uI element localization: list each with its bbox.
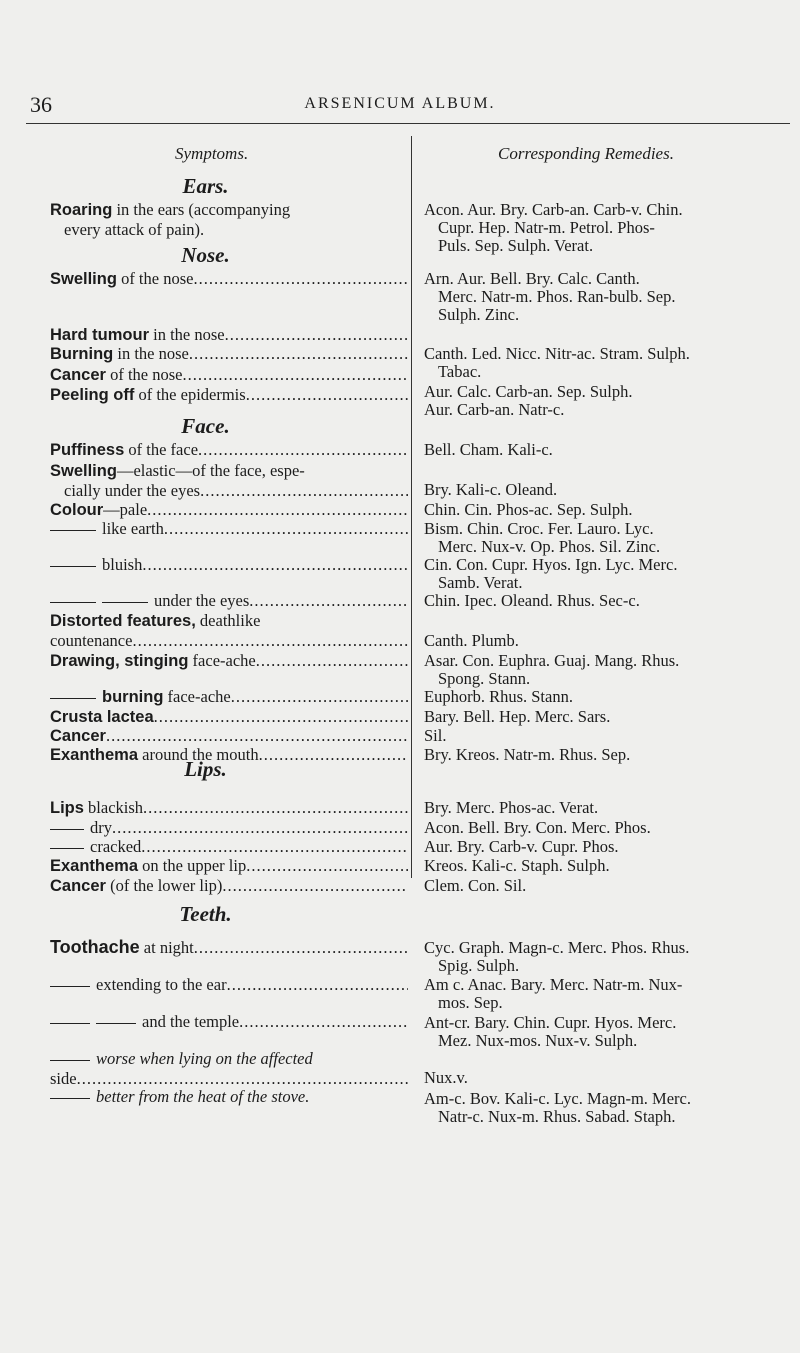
symptom-text: bluish <box>102 555 143 574</box>
symptom-keyword: Swelling <box>50 270 117 288</box>
symptom-keyword: Exanthema <box>50 746 139 764</box>
symptom-keyword: Swelling <box>50 462 117 480</box>
symptom-text: deathlike <box>195 611 261 630</box>
symptom-text: at night <box>139 938 194 957</box>
dot-leader <box>141 837 408 857</box>
symptom-text: dry <box>90 818 112 837</box>
remedy-line: Euphorb. Rhus. Stann. <box>424 687 573 706</box>
remedy-entry <box>424 481 794 499</box>
symptom-text: cracked <box>90 837 142 856</box>
symptom-continuation: side <box>50 1069 77 1088</box>
remedy-line: Spig. Sulph. <box>438 956 520 975</box>
remedy-line: Puls. Sep. Sulph. Verat. <box>438 236 594 255</box>
symptom-keyword: Drawing, stinging <box>50 652 189 670</box>
remedy-line: Clem. Con. Sil. <box>424 876 527 895</box>
ditto-dash <box>50 1023 90 1024</box>
remedy-entry <box>424 799 794 817</box>
dot-leader <box>227 975 408 995</box>
symptoms-column-heading: Symptoms. <box>175 144 249 163</box>
remedy-line: Asar. Con. Euphra. Guaj. Mang. Rhus. <box>424 651 680 670</box>
dot-leader <box>246 856 408 876</box>
section-teeth: Teeth. <box>179 902 232 926</box>
remedy-entry <box>424 708 794 726</box>
dot-leader <box>132 631 408 651</box>
symptom-text: extending to the ear <box>96 975 227 994</box>
remedies-column-heading: Corresponding Remedies. <box>498 144 674 163</box>
symptom-entry <box>50 500 408 520</box>
remedy-entry <box>424 556 794 592</box>
remedy-line: Ant-cr. Bary. Chin. Cupr. Hyos. Merc. <box>424 1013 677 1032</box>
remedy-line: Bell. Cham. Kali-c. <box>424 440 553 459</box>
remedy-entry <box>424 652 794 688</box>
symptom-text: of the epidermis <box>134 385 246 404</box>
symptom-entry <box>50 1087 408 1107</box>
symptom-keyword: Cancer <box>50 877 106 895</box>
remedy-line: Bary. Bell. Hep. Merc. Sars. <box>424 707 611 726</box>
remedy-line: mos. Sep. <box>438 993 503 1012</box>
dot-leader <box>154 707 408 727</box>
column-divider <box>411 136 412 878</box>
ditto-dash <box>50 1060 90 1061</box>
remedy-entry <box>424 746 794 764</box>
dot-leader <box>77 1069 408 1089</box>
dot-leader <box>143 798 408 818</box>
symptom-keyword: Cancer <box>50 366 106 384</box>
remedy-line: Cin. Con. Cupr. Hyos. Ign. Lyc. Merc. <box>424 555 678 574</box>
remedy-entry <box>424 383 794 401</box>
symptom-keyword: Peeling off <box>50 386 135 404</box>
symptom-keyword: Distorted features, <box>50 612 196 630</box>
remedy-line: Cyc. Graph. Magn-c. Merc. Phos. Rhus. <box>424 938 690 957</box>
ditto-dash <box>50 566 96 567</box>
remedy-entry <box>424 976 794 1012</box>
symptom-keyword: burning <box>102 688 164 706</box>
remedy-entry <box>424 441 794 459</box>
remedy-line: Chin. Cin. Phos-ac. Sep. Sulph. <box>424 500 633 519</box>
dot-leader <box>249 591 408 611</box>
dot-leader <box>246 385 408 405</box>
remedy-entry <box>424 688 794 706</box>
dot-leader <box>106 726 408 746</box>
remedy-line: Am-c. Bov. Kali-c. Lyc. Magn-m. Merc. <box>424 1089 691 1108</box>
symptom-text: of the nose <box>116 269 194 288</box>
remedy-entry <box>424 857 794 875</box>
symptom-entry <box>50 798 408 818</box>
symptom-keyword: Crusta lactea <box>50 708 154 726</box>
symptom-entry <box>50 1012 408 1032</box>
symptom-text: better from the heat of the stove. <box>96 1087 310 1106</box>
remedy-line: Mez. Nux-mos. Nux-v. Sulph. <box>438 1031 638 1050</box>
remedy-entry <box>424 939 794 975</box>
running-head: ARSENICUM ALBUM. <box>304 95 496 112</box>
symptom-text: on the upper lip <box>138 856 247 875</box>
symptom-entry <box>50 611 408 651</box>
symptom-keyword: Puffiness <box>50 441 125 459</box>
symptom-text: in the ears (accompanying <box>112 200 291 219</box>
remedy-entry <box>424 501 794 519</box>
remedy-line: Bry. Kali-c. Oleand. <box>424 480 558 499</box>
remedy-entry <box>424 632 794 650</box>
remedy-line: Spong. Stann. <box>438 669 531 688</box>
remedy-line: Bry. Merc. Phos-ac. Verat. <box>424 798 599 817</box>
remedy-entry <box>424 1069 794 1087</box>
symptom-text: and the temple <box>142 1012 240 1031</box>
remedy-entry <box>424 520 794 556</box>
symptom-text: in the nose <box>149 325 225 344</box>
header-rule <box>26 123 790 124</box>
symptom-entry <box>50 555 408 575</box>
dot-leader <box>189 344 408 364</box>
dot-leader <box>200 481 408 501</box>
symptom-continuation: every attack of pain). <box>64 220 205 239</box>
dot-leader <box>182 365 408 385</box>
symptom-entry <box>50 269 408 289</box>
remedy-line: Aur. Calc. Carb-an. Sep. Sulph. <box>424 382 633 401</box>
symptom-entry <box>50 818 408 838</box>
ditto-dash <box>50 530 96 531</box>
remedy-line: Am c. Anac. Bary. Merc. Natr-m. Nux- <box>424 975 683 994</box>
symptom-entry <box>50 856 408 876</box>
symptom-keyword: Roaring <box>50 201 113 219</box>
dot-leader <box>222 876 408 896</box>
remedy-line: Nux.v. <box>424 1068 468 1087</box>
remedy-line: Cupr. Hep. Natr-m. Petrol. Phos- <box>438 218 655 237</box>
symptom-entry <box>50 876 408 896</box>
symptom-entry <box>50 591 408 611</box>
symptom-text: blackish <box>83 798 144 817</box>
symptom-continuation: countenance <box>50 631 133 650</box>
symptom-keyword: Lips <box>50 799 84 817</box>
remedy-line: Bism. Chin. Croc. Fer. Lauro. Lyc. <box>424 519 654 538</box>
remedy-line: Merc. Nux-v. Op. Phos. Sil. Zinc. <box>438 537 661 556</box>
dot-leader <box>198 440 408 460</box>
dot-leader <box>231 687 408 707</box>
symptom-entry <box>50 745 408 765</box>
remedy-entry <box>424 838 794 856</box>
symptom-entry <box>50 461 408 501</box>
dot-leader <box>164 519 408 539</box>
symptom-entry <box>50 365 408 385</box>
symptom-keyword: Hard tumour <box>50 326 149 344</box>
remedy-line: Acon. Aur. Bry. Carb-an. Carb-v. Chin. <box>424 200 683 219</box>
remedy-line: Kreos. Kali-c. Staph. Sulph. <box>424 856 610 875</box>
symptom-keyword: Exanthema <box>50 857 139 875</box>
remedy-line: Sil. <box>424 726 447 745</box>
symptom-text: —pale <box>103 500 148 519</box>
ditto-dash <box>96 1023 136 1024</box>
symptom-text: (of the lower lip) <box>105 876 223 895</box>
symptom-entry <box>50 519 408 539</box>
dot-leader <box>239 1012 408 1032</box>
remedy-line: Aur. Bry. Carb-v. Cupr. Phos. <box>424 837 619 856</box>
symptom-entry <box>50 837 408 857</box>
symptom-entry <box>50 385 408 405</box>
symptom-text: in the nose <box>113 344 189 363</box>
symptom-entry <box>50 937 408 958</box>
remedy-entry <box>424 819 794 837</box>
symptom-entry <box>50 687 408 707</box>
symptom-keyword: Toothache <box>50 937 140 957</box>
symptom-text: of the face <box>124 440 199 459</box>
symptom-text: of the nose <box>105 365 183 384</box>
symptom-keyword: Cancer <box>50 727 106 745</box>
symptom-text: under the eyes <box>154 591 250 610</box>
remedy-entry <box>424 877 794 895</box>
dot-leader <box>225 325 408 345</box>
remedy-entry <box>424 592 794 610</box>
remedy-entry <box>424 345 794 381</box>
remedy-entry <box>424 1090 794 1126</box>
section-lips: Lips. <box>184 757 227 781</box>
symptom-text: —elastic—of the face, espe- <box>116 461 305 480</box>
symptom-keyword: Burning <box>50 345 114 363</box>
symptom-entry <box>50 200 408 240</box>
remedy-entry <box>424 201 794 255</box>
remedy-line: Aur. Carb-an. Natr-c. <box>424 400 565 419</box>
symptom-entry <box>50 440 408 460</box>
remedy-line: Canth. Led. Nicc. Nitr-ac. Stram. Sulph. <box>424 344 690 363</box>
remedy-line: Bry. Kreos. Natr-m. Rhus. Sep. <box>424 745 631 764</box>
remedy-line: Natr-c. Nux-m. Rhus. Sabad. Staph. <box>438 1107 676 1126</box>
remedy-line: Merc. Natr-m. Phos. Ran-bulb. Sep. <box>438 287 676 306</box>
remedy-line: Canth. Plumb. <box>424 631 519 650</box>
remedy-line: Acon. Bell. Bry. Con. Merc. Phos. <box>424 818 651 837</box>
symptom-entry <box>50 707 408 727</box>
symptom-text: around the mouth <box>138 745 259 764</box>
symptom-entry <box>50 344 408 364</box>
section-ears: Ears. <box>182 174 229 198</box>
section-nose: Nose. <box>181 243 230 267</box>
ditto-dash <box>50 829 84 830</box>
remedy-entry <box>424 727 794 745</box>
dot-leader <box>112 818 408 838</box>
dot-leader <box>147 500 408 520</box>
dot-leader <box>194 938 408 958</box>
remedy-entry <box>424 401 794 419</box>
remedy-entry <box>424 270 794 324</box>
dot-leader <box>256 651 408 671</box>
dot-leader <box>259 745 408 765</box>
symptom-text: face-ache <box>163 687 231 706</box>
ditto-dash <box>50 698 96 699</box>
ditto-dash <box>50 848 84 849</box>
symptom-entry <box>50 1049 408 1089</box>
ditto-dash <box>50 602 96 603</box>
symptom-text: like earth <box>102 519 164 538</box>
symptom-entry <box>50 726 408 746</box>
section-face: Face. <box>181 414 230 438</box>
ditto-dash <box>50 1098 90 1099</box>
symptom-entry <box>50 651 408 671</box>
remedy-line: Chin. Ipec. Oleand. Rhus. Sec-c. <box>424 591 640 610</box>
ditto-dash <box>102 602 148 603</box>
remedy-line: Sulph. Zinc. <box>438 305 520 324</box>
remedy-line: Arn. Aur. Bell. Bry. Calc. Canth. <box>424 269 640 288</box>
dot-leader <box>193 269 408 289</box>
symptom-entry <box>50 325 408 345</box>
symptom-text: worse when lying on the affected <box>96 1049 313 1068</box>
symptom-continuation: cially under the eyes <box>64 481 201 500</box>
remedy-line: Tabac. <box>438 362 482 381</box>
symptom-entry <box>50 975 408 995</box>
dot-leader <box>142 555 408 575</box>
remedy-entry <box>424 1014 794 1050</box>
page-number: 36 <box>30 92 52 117</box>
remedy-line: Samb. Verat. <box>438 573 523 592</box>
symptom-keyword: Colour <box>50 501 104 519</box>
ditto-dash <box>50 986 90 987</box>
symptom-text: face-ache <box>188 651 256 670</box>
